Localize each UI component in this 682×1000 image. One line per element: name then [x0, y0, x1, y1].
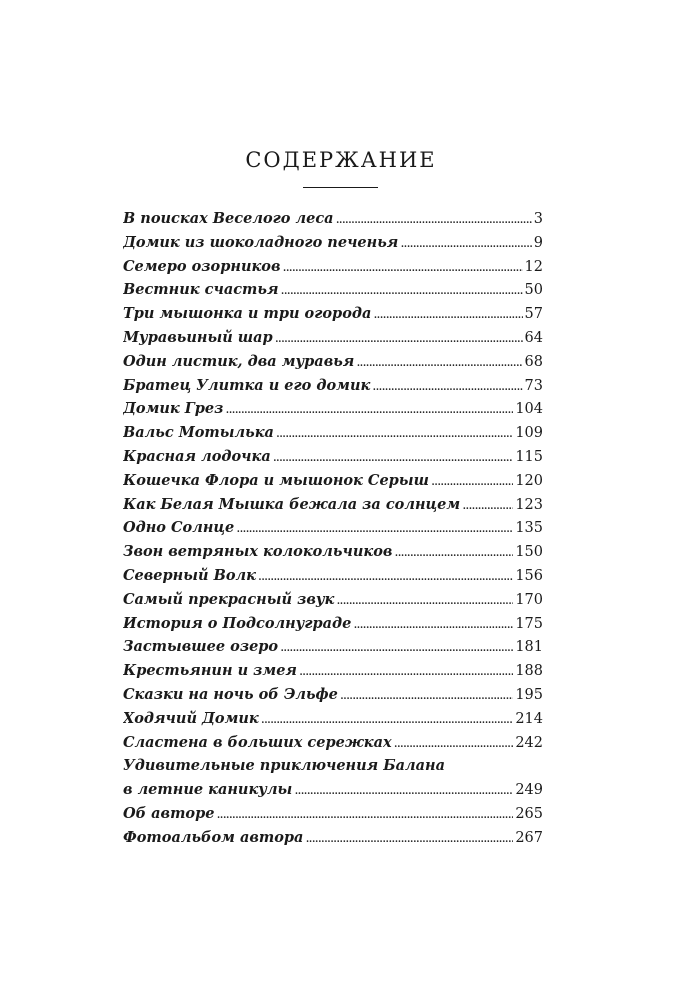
toc-entry-title: История о Подсолнуграде — [123, 614, 352, 632]
toc-heading: СОДЕРЖАНИЕ — [245, 148, 437, 172]
toc-entry-title: Сластена в больших сережках — [123, 733, 392, 751]
toc-page-number: 135 — [515, 520, 543, 537]
toc-page-number: 156 — [515, 567, 543, 584]
toc-page-number: 267 — [515, 829, 543, 846]
toc-entry-title: Самый прекрасный звук — [123, 590, 335, 608]
dot-leader — [281, 282, 523, 298]
toc-page-number: 123 — [515, 496, 543, 513]
dot-leader — [273, 449, 514, 465]
dot-leader — [261, 711, 514, 727]
dot-leader — [258, 568, 513, 584]
toc-entry-title: Три мышонка и три огорода — [123, 305, 372, 323]
dot-leader — [400, 235, 531, 251]
dot-leader — [462, 497, 513, 513]
toc-entry-title: Вальс Мотылька — [123, 424, 274, 442]
toc-entry — [123, 638, 543, 662]
toc-page-number: 57 — [524, 306, 543, 323]
toc-page-number: 109 — [515, 425, 543, 442]
dot-leader — [353, 616, 513, 632]
toc-entry — [123, 805, 543, 829]
toc-entry-title: Братец Улитка и его домик — [123, 376, 371, 394]
toc-entry-title: Домик из шоколадного печенья — [123, 233, 399, 251]
dot-leader — [276, 425, 513, 441]
dot-leader — [275, 330, 523, 346]
toc-entry — [123, 662, 543, 686]
toc-page-number: 242 — [515, 734, 543, 751]
dot-leader — [305, 830, 513, 846]
toc-entry-title: Вестник счастья — [123, 281, 279, 299]
toc-page-number: 120 — [515, 472, 543, 489]
toc-entry — [123, 448, 543, 472]
dot-leader — [372, 378, 522, 394]
toc-page-number: 214 — [515, 710, 543, 727]
toc-entry-line — [123, 757, 543, 781]
toc-entry-title: Фотоальбом автора — [123, 828, 304, 846]
toc-page-number: 188 — [515, 663, 543, 680]
dot-leader — [299, 663, 513, 679]
dot-leader — [236, 520, 513, 536]
toc-entry — [123, 424, 543, 448]
dot-leader — [280, 639, 513, 655]
toc-page-number: 3 — [533, 211, 543, 227]
toc-page-number: 265 — [515, 805, 543, 822]
toc-entry — [123, 519, 543, 543]
toc-page-number: 50 — [524, 282, 543, 299]
toc-entry-title: Семеро озорников — [123, 257, 281, 275]
toc-page-number: 115 — [515, 448, 543, 465]
toc-entry-title: Об авторе — [123, 804, 215, 822]
toc-entry — [123, 281, 543, 305]
dot-leader — [373, 306, 522, 322]
toc-entry — [123, 757, 543, 805]
toc-entry — [123, 734, 543, 758]
toc-page-number: 170 — [515, 591, 543, 608]
toc-entry-title: Муравьиный шар — [123, 328, 273, 346]
toc-entry — [123, 615, 543, 639]
toc-entry-title: Сказки на ночь об Эльфе — [123, 685, 338, 703]
toc-entry — [123, 472, 543, 496]
dot-leader — [294, 782, 513, 798]
toc-entry-title: Северный Волк — [123, 566, 256, 584]
toc-entry-title: Удивительные приключения Балана — [123, 757, 446, 775]
toc-entry — [123, 543, 543, 567]
toc-page-number: 68 — [524, 353, 543, 370]
toc-entry-title: Ходячий Домик — [123, 709, 259, 727]
dot-leader — [431, 473, 513, 489]
toc-entry-title: Как Белая Мышка бежала за солнцем — [123, 495, 461, 513]
toc-page-number: 195 — [515, 686, 543, 703]
toc-entry-title: Один листик, два муравья — [123, 352, 355, 370]
toc-page-number: 12 — [524, 258, 543, 275]
toc-entry-title: Одно Солнце — [123, 519, 235, 537]
toc-entry — [123, 305, 543, 329]
toc-entry — [123, 400, 543, 424]
dot-leader — [225, 401, 513, 417]
toc-entry-title: Кошечка Флора и мышонок Серыш — [123, 471, 429, 489]
toc-entry — [123, 567, 543, 591]
dot-leader — [336, 592, 513, 608]
table-of-contents — [123, 210, 543, 853]
toc-entry — [123, 210, 543, 234]
toc-page-number: 104 — [515, 401, 543, 418]
toc-entry-title: Домик Грез — [123, 400, 224, 418]
dot-leader — [394, 544, 513, 560]
toc-entry-title: Застывшее озеро — [123, 638, 279, 656]
toc-page-number: 175 — [515, 615, 543, 632]
toc-entry — [123, 829, 543, 853]
toc-entry — [123, 258, 543, 282]
toc-entry — [123, 234, 543, 258]
toc-entry-line — [123, 781, 543, 805]
toc-entry-title: В поисках Веселого леса — [123, 210, 334, 227]
toc-page-number: 249 — [515, 782, 543, 799]
toc-entry-title: Звон ветряных колокольчиков — [123, 543, 393, 561]
toc-entry — [123, 591, 543, 615]
toc-entry — [123, 710, 543, 734]
toc-page-number: 181 — [515, 639, 543, 656]
dot-leader — [336, 211, 532, 227]
toc-page-number: 73 — [524, 377, 543, 394]
dot-leader — [283, 259, 523, 275]
toc-entry-title-continued: в летние каникулы — [123, 781, 293, 799]
dot-leader — [394, 735, 514, 751]
dot-leader — [340, 687, 513, 703]
toc-page-number: 9 — [533, 234, 543, 251]
dot-leader — [216, 806, 513, 822]
heading-underline — [303, 187, 378, 188]
toc-page-number: 64 — [524, 329, 543, 346]
dot-leader — [356, 354, 522, 370]
toc-entry — [123, 377, 543, 401]
toc-entry — [123, 329, 543, 353]
toc-entry-title: Красная лодочка — [123, 447, 271, 465]
toc-page-number: 150 — [515, 544, 543, 561]
toc-entry — [123, 496, 543, 520]
toc-entry-title: Крестьянин и змея — [123, 662, 297, 680]
toc-entry — [123, 353, 543, 377]
toc-entry — [123, 686, 543, 710]
